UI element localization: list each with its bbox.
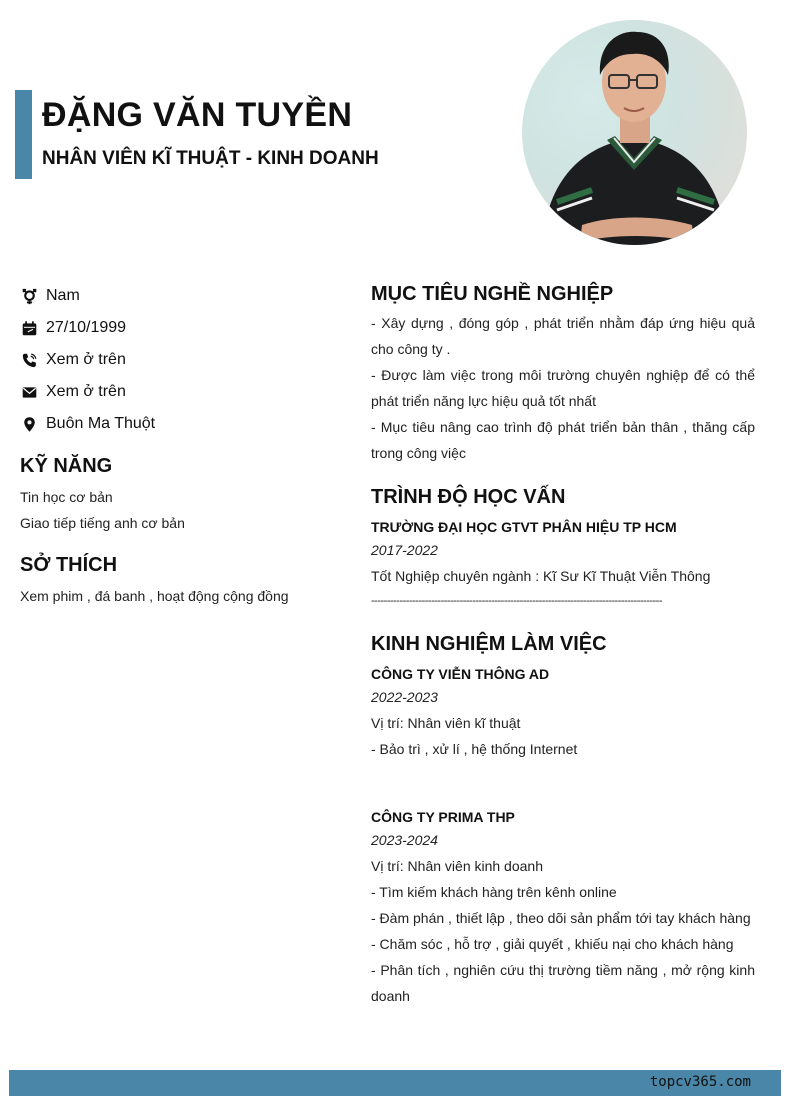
email-icon [20,383,38,401]
job-duty: - Chăm sóc , hỗ trợ , giải quyết , khiếu nại cho khách hàng [371,936,734,952]
skill-item: Giao tiếp tiếng anh cơ bản [20,515,185,531]
job-title: NHÂN VIÊN KĨ THUẬT - KINH DOANH [42,148,379,169]
experience-job [371,807,755,1009]
education-detail: Tốt Nghiệp chuyên ngành : Kĩ Sư Kĩ Thuật Viễn Thông [371,568,711,584]
hobbies-section [20,554,340,609]
header-accent-bar [15,90,32,179]
experience-title: KINH NGHIỆM LÀM VIỆC [371,633,607,655]
job-period: 2022-2023 [371,689,438,705]
objective-line: - Xây dựng , đóng góp , phát triển nhằm đáp ứng hiệu quả cho công ty . [371,315,755,357]
contact-location-text: Buôn Ma Thuột [46,415,156,432]
job-duty: - Bảo trì , xử lí , hệ thống Internet [371,741,578,757]
education-period: 2017-2022 [371,542,438,558]
profile-photo [522,20,747,245]
phone-icon [20,351,38,369]
footer-site-link[interactable]: topcv365.com [649,1074,751,1090]
job-duty: - Phân tích , nghiên cứu thị trường tiềm năng , mở rộng kinh doanh [371,962,755,1004]
location-icon [20,415,38,433]
contact-phone-text: Xem ở trên [46,351,126,368]
contact-birthdate-text: 27/10/1999 [46,319,127,336]
contact-list [20,280,340,440]
education-title: TRÌNH ĐỘ HỌC VẤN [371,486,566,508]
contact-email-text: Xem ở trên [46,383,126,400]
job-duty: - Tìm kiếm khách hàng trên kênh online [371,884,617,900]
calendar-icon [20,319,38,337]
objective-line: - Được làm việc trong môi trường chuyên nghiệp để có thể phát triển năng lực hiệu quả tốt nhất [371,367,755,409]
education-school: TRƯỜNG ĐẠI HỌC GTVT PHÂN HIỆU TP HCM [371,519,677,535]
objective-title: MỤC TIÊU NGHỀ NGHIỆP [371,283,614,305]
job-company: CÔNG TY PRIMA THP [371,809,515,825]
skills-section [20,455,340,536]
contact-gender-text: Nam [46,287,80,304]
contact-gender [20,280,340,312]
job-duty: - Đàm phán , thiết lập , theo dõi sản phẩm tới tay khách hàng [371,910,751,926]
objective-line: - Mục tiêu nâng cao trình độ phát triển bản thân , thăng cấp trong công việc [371,419,755,461]
skills-title: KỸ NĂNG [20,455,113,477]
education-divider: -------------------------------------------------------------------------------------------- [371,595,663,607]
experience-section [371,633,755,1009]
candidate-name: ĐẶNG VĂN TUYỀN [42,96,353,134]
contact-email [20,376,340,408]
hobbies-title: SỞ THÍCH [20,554,118,576]
contact-location [20,408,340,440]
contact-birthdate [20,312,340,344]
job-role: Vị trí: Nhân viên kinh doanh [371,858,543,874]
education-section [371,486,755,607]
job-period: 2023-2024 [371,832,438,848]
skill-item: Tin học cơ bản [20,489,113,505]
footer-bar [9,1070,781,1096]
job-role: Vị trí: Nhân viên kĩ thuật [371,715,521,731]
gender-icon [20,287,38,305]
hobby-item: Xem phim , đá banh , hoạt động cộng đồng [20,588,289,604]
profile-photo-illustration [522,20,747,245]
experience-job [371,664,755,762]
objective-section [371,283,755,466]
contact-phone [20,344,340,376]
job-company: CÔNG TY VIỄN THÔNG AD [371,666,550,682]
